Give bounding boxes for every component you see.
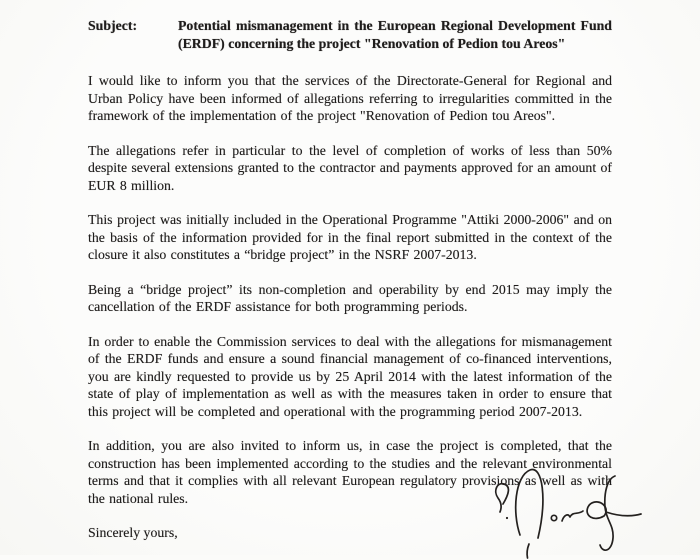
letter-paragraph: I would like to inform you that the services of the Directorate-General for Regional and Urban Policy have been informed of allegations referring to irregularities committed in the framework of the implementation of the project "Renovation of Pedion tou Areos". (88, 73, 612, 123)
closing-salutation: Sincerely yours, (88, 525, 178, 540)
subject-text: Potential mismanagement in the European Regional Development Fund (ERDF) concerning the project "Renovation of Pedion tou Areos" (178, 18, 612, 51)
letter-paragraph: In addition, you are also invited to inform us, in case the project is completed, that the construction has been implemented according to the studies and the relevant environmental terms and that it complies with all relevant European regulatory provisions as well as with the national rules. (88, 438, 612, 506)
letter-paragraph: This project was initially included in the Operational Programme "Attiki 2000-2006" and on the basis of the information provided for in the final report submitted in the context of the closure it also constitutes a “bridge project” in the NSRF 2007-2013. (88, 212, 612, 262)
letter-paragraph: Being a “bridge project” its non-completion and operability by end 2015 may imply the cancellation of the ERDF assistance for both programming periods. (88, 281, 612, 314)
letter-paragraph: The allegations refer in particular to the level of completion of works of less than 50% despite several extensions granted to the contractor and payments approved for an amount of EUR 8 million. (88, 142, 612, 193)
letter-paragraph: In order to enable the Commission services to deal with the allegations for mismanagement of the ERDF funds and ensure a sound financial management of co-financed interventions, you are kindly requested to provide us by 25 April 2014 with the latest information of the state of play of implementation as well as with the measures taken in order to ensure that this project will be completed and operational with the programming period 2007-2013. (88, 333, 612, 419)
subject-label: Subject: (88, 18, 138, 33)
subject-row (88, 17, 612, 52)
